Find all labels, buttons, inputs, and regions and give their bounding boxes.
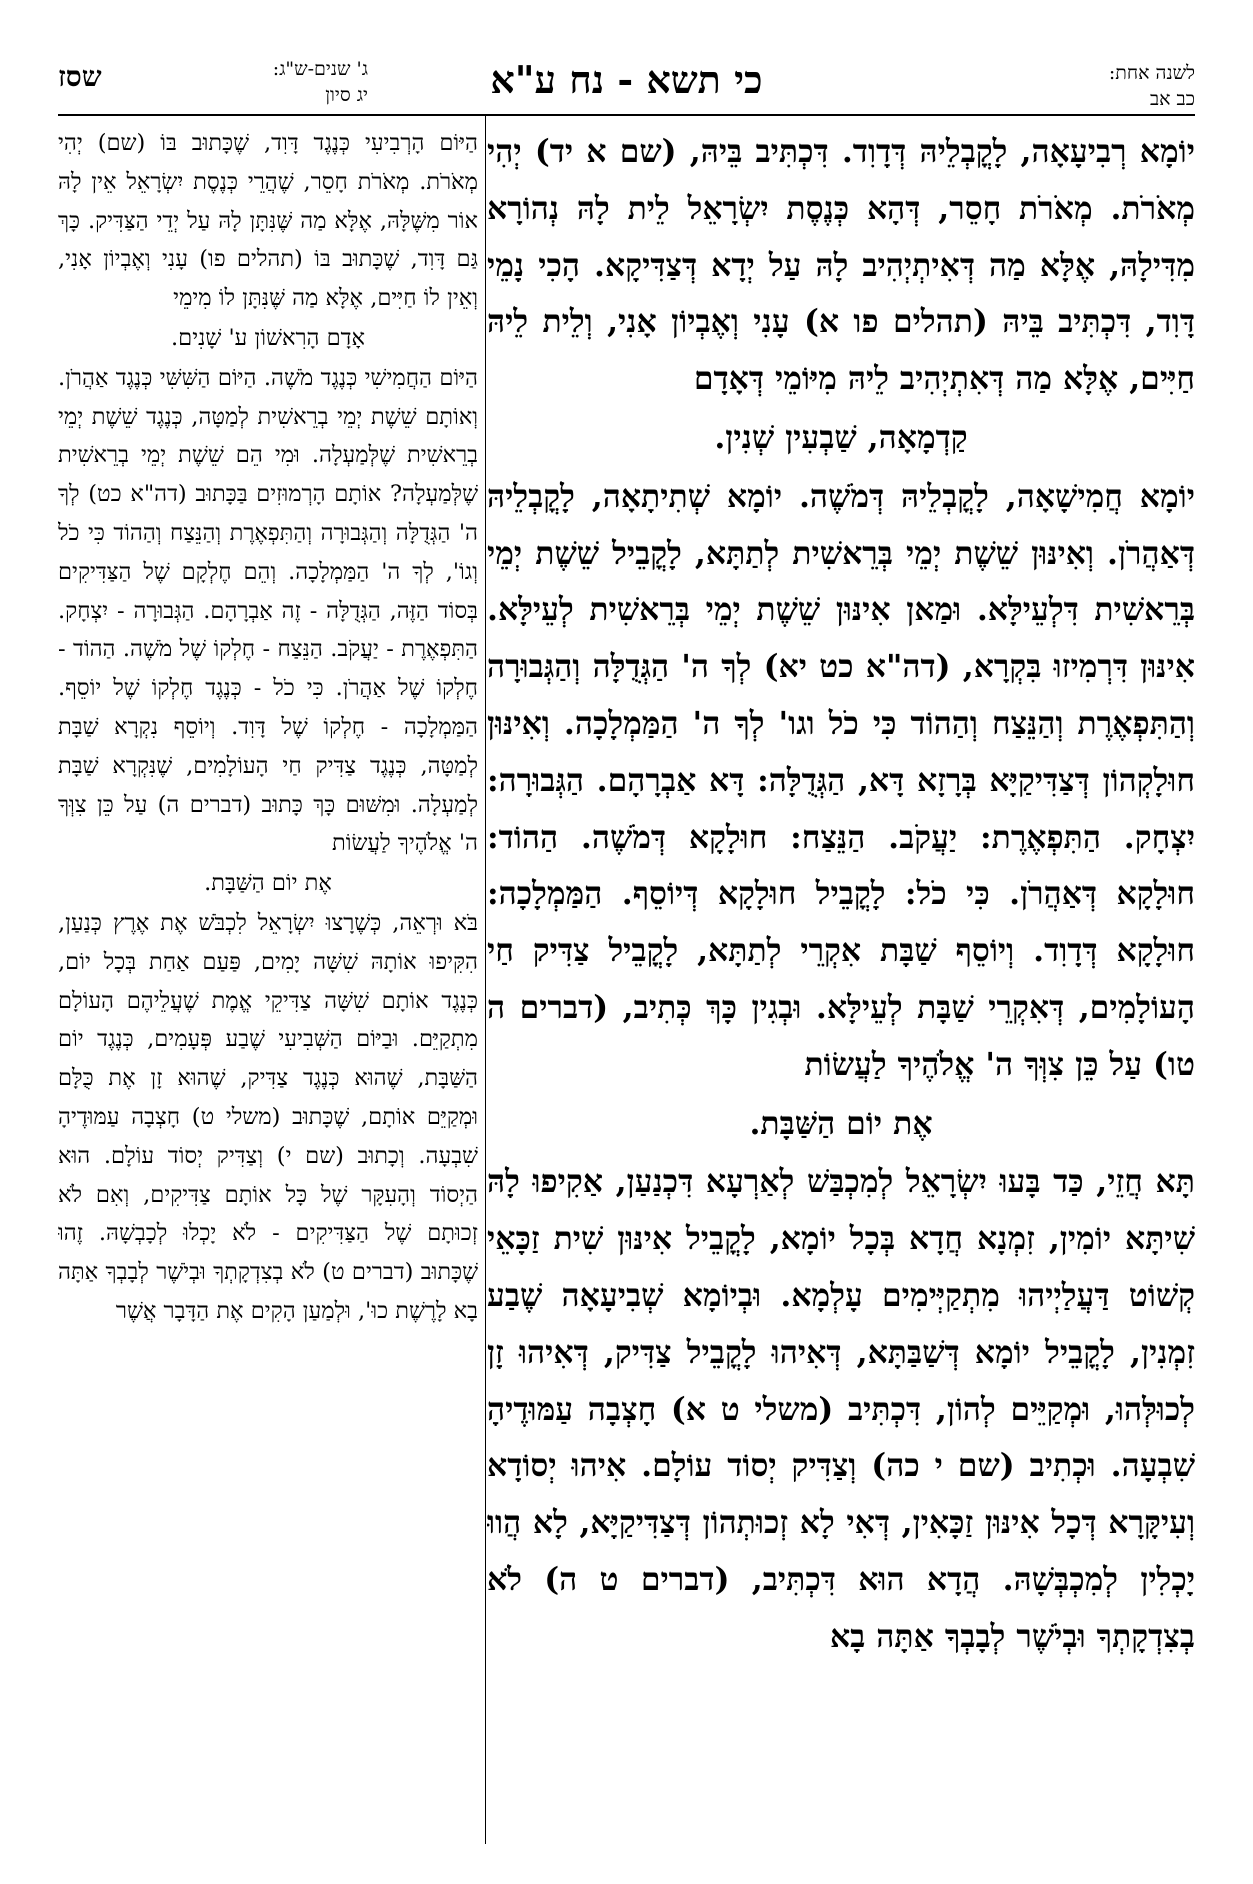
header-left-schedule (148, 56, 368, 108)
main-paragraph-1-end: קַדְמָאָה, שַׁבְעִין שְׁנִין. (714, 418, 968, 456)
header-left-line2: יג סיון (325, 84, 368, 106)
page-header (58, 52, 1195, 114)
main-paragraph-2-end: אֶת יוֹם הַשַּׁבָּת. (749, 1104, 933, 1142)
column-divider (485, 114, 486, 1844)
header-right-line1: לשנה אחת: (1108, 62, 1195, 84)
main-paragraph-3: תָּא חֲזֵי, כַּד בָּעוּ יִשְׂרָאֵל לְמִכְבַּשׁ לְאַרְעָא דִּכְנַעַן, אַקִיפוּ לָהּ שִׁיתָּא יוֹמִין, זִמְנָא חֲדָא בְּכָל יוֹמָא, לָקֳבֵיל אִינּוּן שִׁית זַכָּאֵי קְשׁוֹט דַּעֲלַיְיהוּ מִתְקַיְּימִים עָלְמָא. וּבְיוֹמָא שְׁבִיעָאָה שֶׁבַע זִמְנִין, לָקֳבֵיל יוֹמָא דְּשַׁבַּתָּא, דְּאִיהוּ לָקֳבֵיל צַדִּיק, דְּאִיהוּ זָן לְכוּלְּהוּ, וּמְקַיֵּים לְהוֹן, דִּכְתִּיב (משלי ט א) חָצְבָה עַמּוּדֶיהָ שִׁבְעָה. וּכְתִיב (שם י כה) וְצַדִּיק יְסוֹד עוֹלָם. אִיהוּ יְסוֹדָא וְעִיקָּרָא דְּכָל אִינּוּן זַכָּאִין, דְּאִי לָא זְכוּתְהוֹן דְּצַדִּיקַיָּא, לָא הֲווּ יָכְלִין לְמִכְבְּשָׁהּ. הֲדָא הוּא דִּכְתִּיב, (דברים ט ה) לֹא בְצִדְקָתְךָ וּבְיֹשֶׁר לְבָבְךָ אַתָּה בָא (487, 1163, 1195, 1655)
side-paragraph-1: הַיּוֹם הָרְבִיעִי כְּנֶגֶד דָּוִד, שֶׁכָּתוּב בּוֹ (שם) יְהִי מְאֹרֹת. מְאֹרֹת חָסֵר, שֶׁהֲרֵי כְּנֶסֶת יִשְׂרָאֵל אֵין לָהּ אוֹר מִשֶּׁלָּהּ, אֶלָּא מַה שֶּׁנִּתָּן לָהּ עַל יְדֵי הַצַּדִּיק. כָּךְ גַּם דָּוִד, שֶׁכָּתוּב בּוֹ (תהלים פו) עָנִי וְאֶבְיוֹן אָנִי, וְאֵין לוֹ חַיִּים, אֶלָּא מַה שֶּׁנִּתָּן לוֹ מִימֵי (58, 130, 478, 312)
aramaic-text-column (487, 124, 1195, 1844)
header-divider (58, 114, 1195, 116)
side-paragraph-2-end: אֶת יוֹם הַשַּׁבָּת. (204, 870, 332, 897)
hebrew-translation-column (58, 124, 478, 1844)
side-paragraph-2: הַיּוֹם הַחֲמִישִׁי כְּנֶגֶד מֹשֶׁה. הַיּוֹם הַשִּׁשִּׁי כְּנֶגֶד אַהֲרֹן. וְאוֹתָם שֵׁשֶׁת יְמֵי בְרֵאשִׁית לְמַטָּה, כְּנֶגֶד שֵׁשֶׁת יְמֵי בְרֵאשִׁית שֶׁלְּמַעְלָה. וּמִי הֵם שֵׁשֶׁת יְמֵי בְרֵאשִׁית שֶׁלְּמַעְלָה? אוֹתָם הָרְמוּזִים בַּכָּתוּב (דה"א כט) לְךָ ה' הַגְּדֻלָּה וְהַגְּבוּרָה וְהַתִּפְאֶרֶת וְהַנֵּצַח וְהַהוֹד כִּי כֹל וְגוֹ', לְךָ ה' הַמַּמְלָכָה. וְהֵם חֶלְקָם שֶׁל הַצַּדִּיקִים בְּסוֹד הַזֶּה, הַגְּדֻלָּה - זֶה אַבְרָהָם. הַגְּבוּרָה - יִצְחָק. הַתִּפְאֶרֶת - יַעֲקֹב. הַנֵּצַח - חֶלְקוֹ שֶׁל מֹשֶׁה. הַהוֹד - חֶלְקוֹ שֶׁל אַהֲרֹן. כִּי כֹל - כְּנֶגֶד חֶלְקוֹ שֶׁל יוֹסֵף. הַמַּמְלָכָה - חֶלְקוֹ שֶׁל דָּוִד. וְיוֹסֵף נִקְרָא שַׁבָּת לְמַטָּה, כְּנֶגֶד צַדִּיק חַי הָעוֹלָמִים, שֶׁנִּקְרָא שַׁבָּת לְמַעְלָה. וּמִשּׁוּם כָּךְ כָּתוּב (דברים ה) עַל כֵּן צִוְּךָ ה' אֱלֹהֶיךָ לַעֲשׂוֹת (58, 364, 478, 857)
page-title: כי תשא - נח ע"א (490, 57, 763, 102)
side-paragraph-1-end: אָדָם הָרִאשׁוֹן ע' שָׁנִים. (171, 324, 365, 351)
main-paragraph-1: יוֹמָא רְבִיעָאָה, לָקֳבְלֵיהּ דְּדָוִד. דִּכְתִּיב בֵּיהּ, (שם א יד) יְהִי מְאֹרֹת. מְאֹרֹת חָסֵר, דְּהָא כְּנֶסֶת יִשְׂרָאֵל לֵית לָהּ נְהוֹרָא מִדִּילָהּ, אֶלָּא מַה דְּאִיתְיְהִיב לָהּ עַל יְדָא דְּצַדִּיקָא. הָכִי נָמֵי דָּוִד, דִּכְתִּיב בֵּיהּ (תהלים פו א) עָנִי וְאֶבְיוֹן אָנִי, וְלֵית לֵיהּ חַיִּים, אֶלָּא מַה דְּאִתְיְהִיב לֵיהּ מִיּוֹמֵי דְּאָדָם (487, 133, 1195, 398)
page-number: שסז (58, 60, 102, 93)
side-paragraph-3: בֹּא וּרְאֵה, כְּשֶׁרָצוּ יִשְׂרָאֵל לִכְבֹּשׁ אֶת אֶרֶץ כְּנַעַן, הִקִּיפוּ אוֹתָהּ שִׁשָּׁה יָמִים, פַּעַם אַחַת בְּכָל יוֹם, כְּנֶגֶד אוֹתָם שִׁשָּׁה צַדִּיקֵי אֱמֶת שֶׁעֲלֵיהֶם הָעוֹלָם מִתְקַיֵּם. וּבַיּוֹם הַשְּׁבִיעִי שֶׁבַע פְּעָמִים, כְּנֶגֶד יוֹם הַשַּׁבָּת, שֶׁהוּא כְּנֶגֶד צַדִּיק, שֶׁהוּא זָן אֶת כֻּלָּם וּמְקַיֵּם אוֹתָם, שֶׁכָּתוּב (משלי ט) חָצְבָה עַמּוּדֶיהָ שִׁבְעָה. וְכָתוּב (שם י) וְצַדִּיק יְסוֹד עוֹלָם. הוּא הַיְסוֹד וְהָעִקָּר שֶׁל כָּל אוֹתָם צַדִּיקִים, וְאִם לֹא זְכוּתָם שֶׁל הַצַּדִּיקִים - לֹא יָכְלוּ לְכָבְשָׁהּ. זֶהוּ שֶׁכָּתוּב (דברים ט) לֹא בְצִדְקָתְךָ וּבְיֹשֶׁר לְבָבְךָ אַתָּה בָא לָרֶשֶׁת כוּ', וּלְמַעַן הָקִים אֶת הַדָּבָר אֲשֶׁר (58, 909, 478, 1324)
main-paragraph-2: יוֹמָא חֲמִישָׁאָה, לָקֳבְלֵיהּ דְּמֹשֶׁה. יוֹמָא שְׁתִיתָאָה, לָקֳבְלֵיהּ דְּאַהֲרֹן. וְאִינּוּן שֵׁשֶׁת יְמֵי בְּרֵאשִׁית לְתַתָּא, לָקֳבֵיל שֵׁשֶׁת יְמֵי בְּרֵאשִׁית דִּלְעֵילָּא. וּמַאן אִינּוּן שֵׁשֶׁת יְמֵי בְּרֵאשִׁית לְעֵילָּא. אִינּוּן דִּרְמִיזוּ בִּקְרָא, (דה"א כט יא) לְךָ ה' הַגְּדֻלָּה וְהַגְּבוּרָה וְהַתִּפְאֶרֶת וְהַנֵּצַח וְהַהוֹד כִּי כֹל וגו' לְךָ ה' הַמַּמְלָכָה. וְאִינּוּן חוּלָקְהוֹן דְּצַדִּיקַיָּא בְּרָזָא דָּא, הַגְּדֻלָּה: דָּא אַבְרָהָם. הַגְּבוּרָה: יִצְחָק. הַתִּפְאֶרֶת: יַעֲקֹב. הַנֵּצַח: חוּלָקָא דְּמֹשֶׁה. הַהוֹד: חוּלָקָא דְּאַהֲרֹן. כִּי כֹל: לָקֳבֵיל חוּלָקָא דְּיוֹסֵף. הַמַּמְלָכָה: חוּלָקָא דְּדָוִד. וְיוֹסֵף שַׁבָּת אִקְרֵי לְתַתָּא, לָקֳבֵיל צַדִּיק חַי הָעוֹלָמִים, דְּאִקְרֵי שַׁבָּת לְעֵילָּא. וּבְגִין כָּךְ כְּתִיב, (דברים ה טו) עַל כֵּן צִוְּךָ ה' אֱלֹהֶיךָ לַעֲשׂוֹת (487, 477, 1195, 1083)
header-right-line2: כב אב (1149, 88, 1195, 110)
header-left-line1: ג' שנים-ש"ג: (272, 58, 368, 80)
